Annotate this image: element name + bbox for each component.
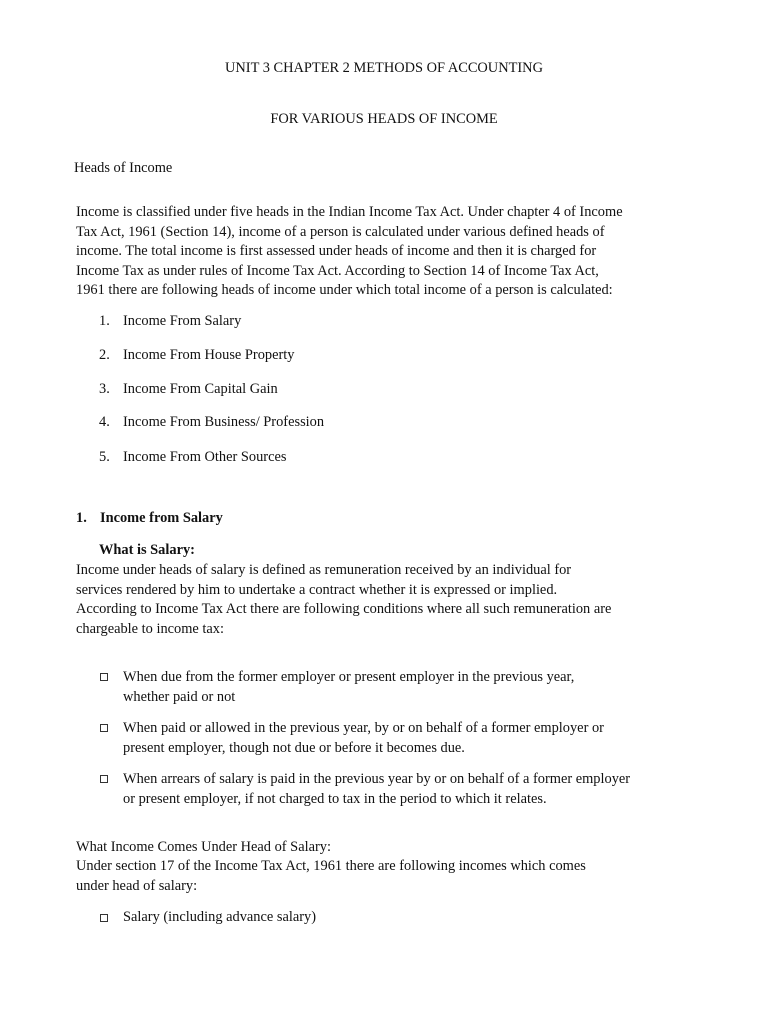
list-item-number: 3. [99,381,110,397]
section-heading: Heads of Income [74,160,173,176]
condition-line: or present employer, if not charged to tax in the period to which it relates. [123,790,547,807]
list-item-text: Income From Capital Gain [123,381,278,397]
intro-line: Income is classified under five heads in the Indian Income Tax Act. Under chapter 4 of Income [76,204,623,220]
list-item-text: Income From Salary [123,313,242,329]
condition-text [123,719,604,758]
intro-line: Income Tax as under rules of Income Tax Act. According to Section 14 of Income Tax Act, [76,262,599,279]
intro-paragraph [76,203,696,301]
condition-text [123,770,630,809]
intro-line: income. The total income is first assessed under heads of income and then it is charged for [76,243,597,259]
salary-paragraph-line: services rendered by him to undertake a contract whether it is expressed or implied. [76,581,558,598]
salary-income-paragraph [76,857,696,896]
salary-paragraph [76,561,696,639]
salary-income-heading: What Income Comes Under Head of Salary: [76,839,331,855]
document-title-line-1: UNIT 3 CHAPTER 2 METHODS OF ACCOUNTING [225,60,543,76]
list-item-number: 4. [99,414,110,430]
list-item-text: Income From Business/ Profession [123,414,325,430]
salary-subheading: What is Salary: [99,542,195,558]
salary-paragraph-line: chargeable to income tax: [76,620,224,637]
salary-item-text: Salary (including advance salary) [123,909,316,925]
condition-line: whether paid or not [123,688,236,705]
document-title-line-2: FOR VARIOUS HEADS OF INCOME [270,111,498,127]
list-item-text: Income From House Property [123,347,295,363]
salary-income-line: under head of salary: [76,877,198,894]
checkbox-bullet-icon [100,775,108,783]
condition-line: When due from the former employer or present employer in the previous year, [123,669,575,685]
intro-line: 1961 there are following heads of income under which total income of a person is calculated: [76,282,613,298]
salary-paragraph-line: Income under heads of salary is defined as remuneration received by an individual for [76,562,572,578]
salary-section-heading: Income from Salary [100,510,223,526]
list-item-text: Income From Other Sources [123,449,287,465]
salary-section-number: 1. [76,510,87,526]
list-item-number: 5. [99,449,110,465]
list-item-number: 1. [99,313,110,329]
list-item-number: 2. [99,347,110,363]
salary-paragraph-line: According to Income Tax Act there are following conditions where all such remuneration are [76,601,612,617]
intro-line: Tax Act, 1961 (Section 14), income of a person is calculated under various defined heads of [76,223,605,240]
checkbox-bullet-icon [100,914,108,922]
checkbox-bullet-icon [100,724,108,732]
condition-line: present employer, though not due or before it becomes due. [123,739,465,756]
salary-income-line: Under section 17 of the Income Tax Act, 1961 there are following incomes which comes [76,858,586,874]
condition-line: When arrears of salary is paid in the previous year by or on behalf of a former employer [123,771,631,787]
checkbox-bullet-icon [100,673,108,681]
condition-text [123,668,574,707]
condition-line: When paid or allowed in the previous year, by or on behalf of a former employer or [123,720,604,736]
